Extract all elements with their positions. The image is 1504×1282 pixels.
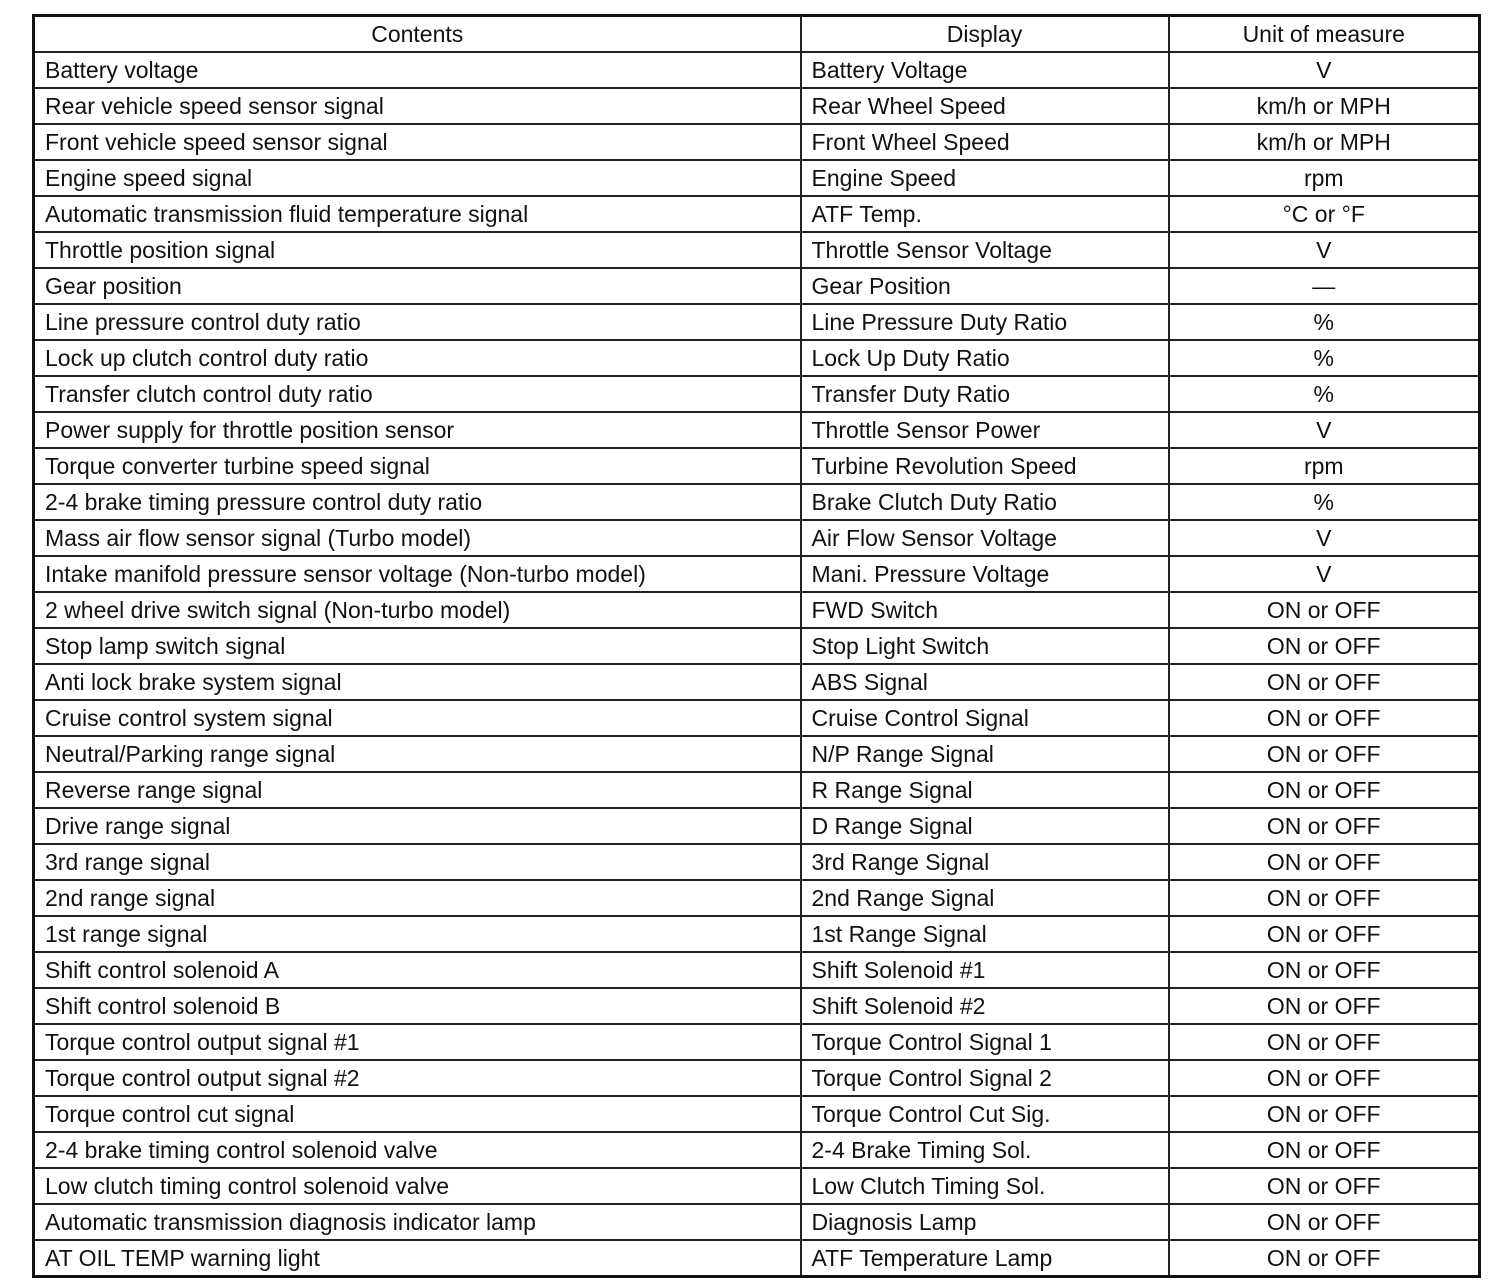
- cell-contents: Torque control output signal #2: [34, 1060, 801, 1096]
- header-contents: Contents: [34, 16, 801, 53]
- cell-unit: %: [1169, 304, 1480, 340]
- cell-unit: rpm: [1169, 160, 1480, 196]
- data-table-container: [32, 14, 1478, 1278]
- cell-contents: 2nd range signal: [34, 880, 801, 916]
- cell-contents: Reverse range signal: [34, 772, 801, 808]
- table-header: [34, 16, 1480, 53]
- cell-unit: ON or OFF: [1169, 916, 1480, 952]
- cell-contents: 2-4 brake timing pressure control duty ratio: [34, 484, 801, 520]
- cell-display: Shift Solenoid #1: [801, 952, 1169, 988]
- cell-contents: Torque converter turbine speed signal: [34, 448, 801, 484]
- cell-unit: ON or OFF: [1169, 772, 1480, 808]
- cell-display: Air Flow Sensor Voltage: [801, 520, 1169, 556]
- table-row: [34, 592, 1480, 628]
- cell-display: Throttle Sensor Power: [801, 412, 1169, 448]
- cell-contents: 1st range signal: [34, 916, 801, 952]
- cell-unit: ON or OFF: [1169, 1132, 1480, 1168]
- cell-contents: Mass air flow sensor signal (Turbo model): [34, 520, 801, 556]
- cell-contents: 2-4 brake timing control solenoid valve: [34, 1132, 801, 1168]
- table-row: [34, 844, 1480, 880]
- table-row: [34, 232, 1480, 268]
- cell-unit: ON or OFF: [1169, 664, 1480, 700]
- cell-contents: Stop lamp switch signal: [34, 628, 801, 664]
- table-row: [34, 88, 1480, 124]
- table-row: [34, 664, 1480, 700]
- cell-unit: %: [1169, 340, 1480, 376]
- cell-display: Front Wheel Speed: [801, 124, 1169, 160]
- cell-contents: Anti lock brake system signal: [34, 664, 801, 700]
- cell-display: D Range Signal: [801, 808, 1169, 844]
- cell-display: Shift Solenoid #2: [801, 988, 1169, 1024]
- cell-unit: km/h or MPH: [1169, 88, 1480, 124]
- cell-unit: ON or OFF: [1169, 1240, 1480, 1277]
- cell-unit: ON or OFF: [1169, 1168, 1480, 1204]
- cell-unit: V: [1169, 232, 1480, 268]
- table-row: [34, 628, 1480, 664]
- cell-contents: Power supply for throttle position sensor: [34, 412, 801, 448]
- cell-unit: ON or OFF: [1169, 988, 1480, 1024]
- header-row: [34, 16, 1480, 53]
- cell-display: Cruise Control Signal: [801, 700, 1169, 736]
- table-row: [34, 1060, 1480, 1096]
- cell-contents: Intake manifold pressure sensor voltage (Non-turbo model): [34, 556, 801, 592]
- table-row: [34, 520, 1480, 556]
- table-row: [34, 376, 1480, 412]
- cell-display: Brake Clutch Duty Ratio: [801, 484, 1169, 520]
- cell-display: 3rd Range Signal: [801, 844, 1169, 880]
- cell-contents: Line pressure control duty ratio: [34, 304, 801, 340]
- cell-unit: ON or OFF: [1169, 1096, 1480, 1132]
- cell-contents: Shift control solenoid B: [34, 988, 801, 1024]
- cell-display: Diagnosis Lamp: [801, 1204, 1169, 1240]
- cell-contents: Lock up clutch control duty ratio: [34, 340, 801, 376]
- table-row: [34, 880, 1480, 916]
- cell-contents: Gear position: [34, 268, 801, 304]
- table-row: [34, 988, 1480, 1024]
- parameter-table: [32, 14, 1481, 1278]
- cell-display: Rear Wheel Speed: [801, 88, 1169, 124]
- cell-unit: ON or OFF: [1169, 1060, 1480, 1096]
- table-row: [34, 1096, 1480, 1132]
- cell-contents: 3rd range signal: [34, 844, 801, 880]
- cell-display: Transfer Duty Ratio: [801, 376, 1169, 412]
- table-row: [34, 700, 1480, 736]
- cell-display: Stop Light Switch: [801, 628, 1169, 664]
- cell-display: ABS Signal: [801, 664, 1169, 700]
- cell-contents: Cruise control system signal: [34, 700, 801, 736]
- table-row: [34, 484, 1480, 520]
- cell-unit: ON or OFF: [1169, 808, 1480, 844]
- table-row: [34, 412, 1480, 448]
- cell-display: Battery Voltage: [801, 52, 1169, 88]
- table-row: [34, 340, 1480, 376]
- cell-display: Low Clutch Timing Sol.: [801, 1168, 1169, 1204]
- table-row: [34, 916, 1480, 952]
- cell-display: Line Pressure Duty Ratio: [801, 304, 1169, 340]
- table-row: [34, 160, 1480, 196]
- cell-unit: V: [1169, 52, 1480, 88]
- cell-contents: Throttle position signal: [34, 232, 801, 268]
- cell-display: Throttle Sensor Voltage: [801, 232, 1169, 268]
- table-row: [34, 196, 1480, 232]
- cell-contents: Transfer clutch control duty ratio: [34, 376, 801, 412]
- cell-contents: Front vehicle speed sensor signal: [34, 124, 801, 160]
- cell-unit: ON or OFF: [1169, 1024, 1480, 1060]
- cell-display: Torque Control Signal 1: [801, 1024, 1169, 1060]
- header-unit-of-measure: Unit of measure: [1169, 16, 1480, 53]
- cell-unit: ON or OFF: [1169, 736, 1480, 772]
- cell-contents: Drive range signal: [34, 808, 801, 844]
- table-row: [34, 124, 1480, 160]
- cell-contents: Engine speed signal: [34, 160, 801, 196]
- cell-display: Mani. Pressure Voltage: [801, 556, 1169, 592]
- table-row: [34, 808, 1480, 844]
- table-row: [34, 304, 1480, 340]
- cell-display: 2nd Range Signal: [801, 880, 1169, 916]
- cell-unit: ON or OFF: [1169, 844, 1480, 880]
- cell-unit: rpm: [1169, 448, 1480, 484]
- table-row: [34, 1168, 1480, 1204]
- cell-display: 1st Range Signal: [801, 916, 1169, 952]
- cell-unit: ON or OFF: [1169, 1204, 1480, 1240]
- cell-display: Engine Speed: [801, 160, 1169, 196]
- table-body: [34, 52, 1480, 1277]
- cell-contents: Battery voltage: [34, 52, 801, 88]
- table-row: [34, 556, 1480, 592]
- table-row: [34, 1204, 1480, 1240]
- cell-unit: V: [1169, 412, 1480, 448]
- table-row: [34, 268, 1480, 304]
- cell-contents: Automatic transmission fluid temperature signal: [34, 196, 801, 232]
- cell-display: 2-4 Brake Timing Sol.: [801, 1132, 1169, 1168]
- cell-unit: V: [1169, 520, 1480, 556]
- table-row: [34, 448, 1480, 484]
- cell-display: FWD Switch: [801, 592, 1169, 628]
- cell-display: N/P Range Signal: [801, 736, 1169, 772]
- cell-unit: %: [1169, 376, 1480, 412]
- cell-unit: V: [1169, 556, 1480, 592]
- cell-display: Gear Position: [801, 268, 1169, 304]
- cell-contents: Torque control output signal #1: [34, 1024, 801, 1060]
- cell-display: Torque Control Signal 2: [801, 1060, 1169, 1096]
- cell-unit: —: [1169, 268, 1480, 304]
- cell-contents: Shift control solenoid A: [34, 952, 801, 988]
- cell-unit: °C or °F: [1169, 196, 1480, 232]
- cell-display: R Range Signal: [801, 772, 1169, 808]
- cell-contents: Automatic transmission diagnosis indicator lamp: [34, 1204, 801, 1240]
- table-row: [34, 736, 1480, 772]
- cell-display: ATF Temp.: [801, 196, 1169, 232]
- cell-unit: ON or OFF: [1169, 592, 1480, 628]
- cell-contents: Rear vehicle speed sensor signal: [34, 88, 801, 124]
- table-row: [34, 952, 1480, 988]
- table-row: [34, 1240, 1480, 1277]
- cell-contents: 2 wheel drive switch signal (Non-turbo model): [34, 592, 801, 628]
- cell-display: Torque Control Cut Sig.: [801, 1096, 1169, 1132]
- table-row: [34, 52, 1480, 88]
- table-row: [34, 1024, 1480, 1060]
- cell-unit: ON or OFF: [1169, 952, 1480, 988]
- cell-contents: Torque control cut signal: [34, 1096, 801, 1132]
- table-row: [34, 772, 1480, 808]
- cell-unit: ON or OFF: [1169, 628, 1480, 664]
- cell-unit: %: [1169, 484, 1480, 520]
- header-display: Display: [801, 16, 1169, 53]
- cell-contents: Low clutch timing control solenoid valve: [34, 1168, 801, 1204]
- cell-display: ATF Temperature Lamp: [801, 1240, 1169, 1277]
- cell-contents: AT OIL TEMP warning light: [34, 1240, 801, 1277]
- cell-contents: Neutral/Parking range signal: [34, 736, 801, 772]
- cell-unit: km/h or MPH: [1169, 124, 1480, 160]
- cell-unit: ON or OFF: [1169, 880, 1480, 916]
- cell-display: Lock Up Duty Ratio: [801, 340, 1169, 376]
- table-row: [34, 1132, 1480, 1168]
- cell-unit: ON or OFF: [1169, 700, 1480, 736]
- cell-display: Turbine Revolution Speed: [801, 448, 1169, 484]
